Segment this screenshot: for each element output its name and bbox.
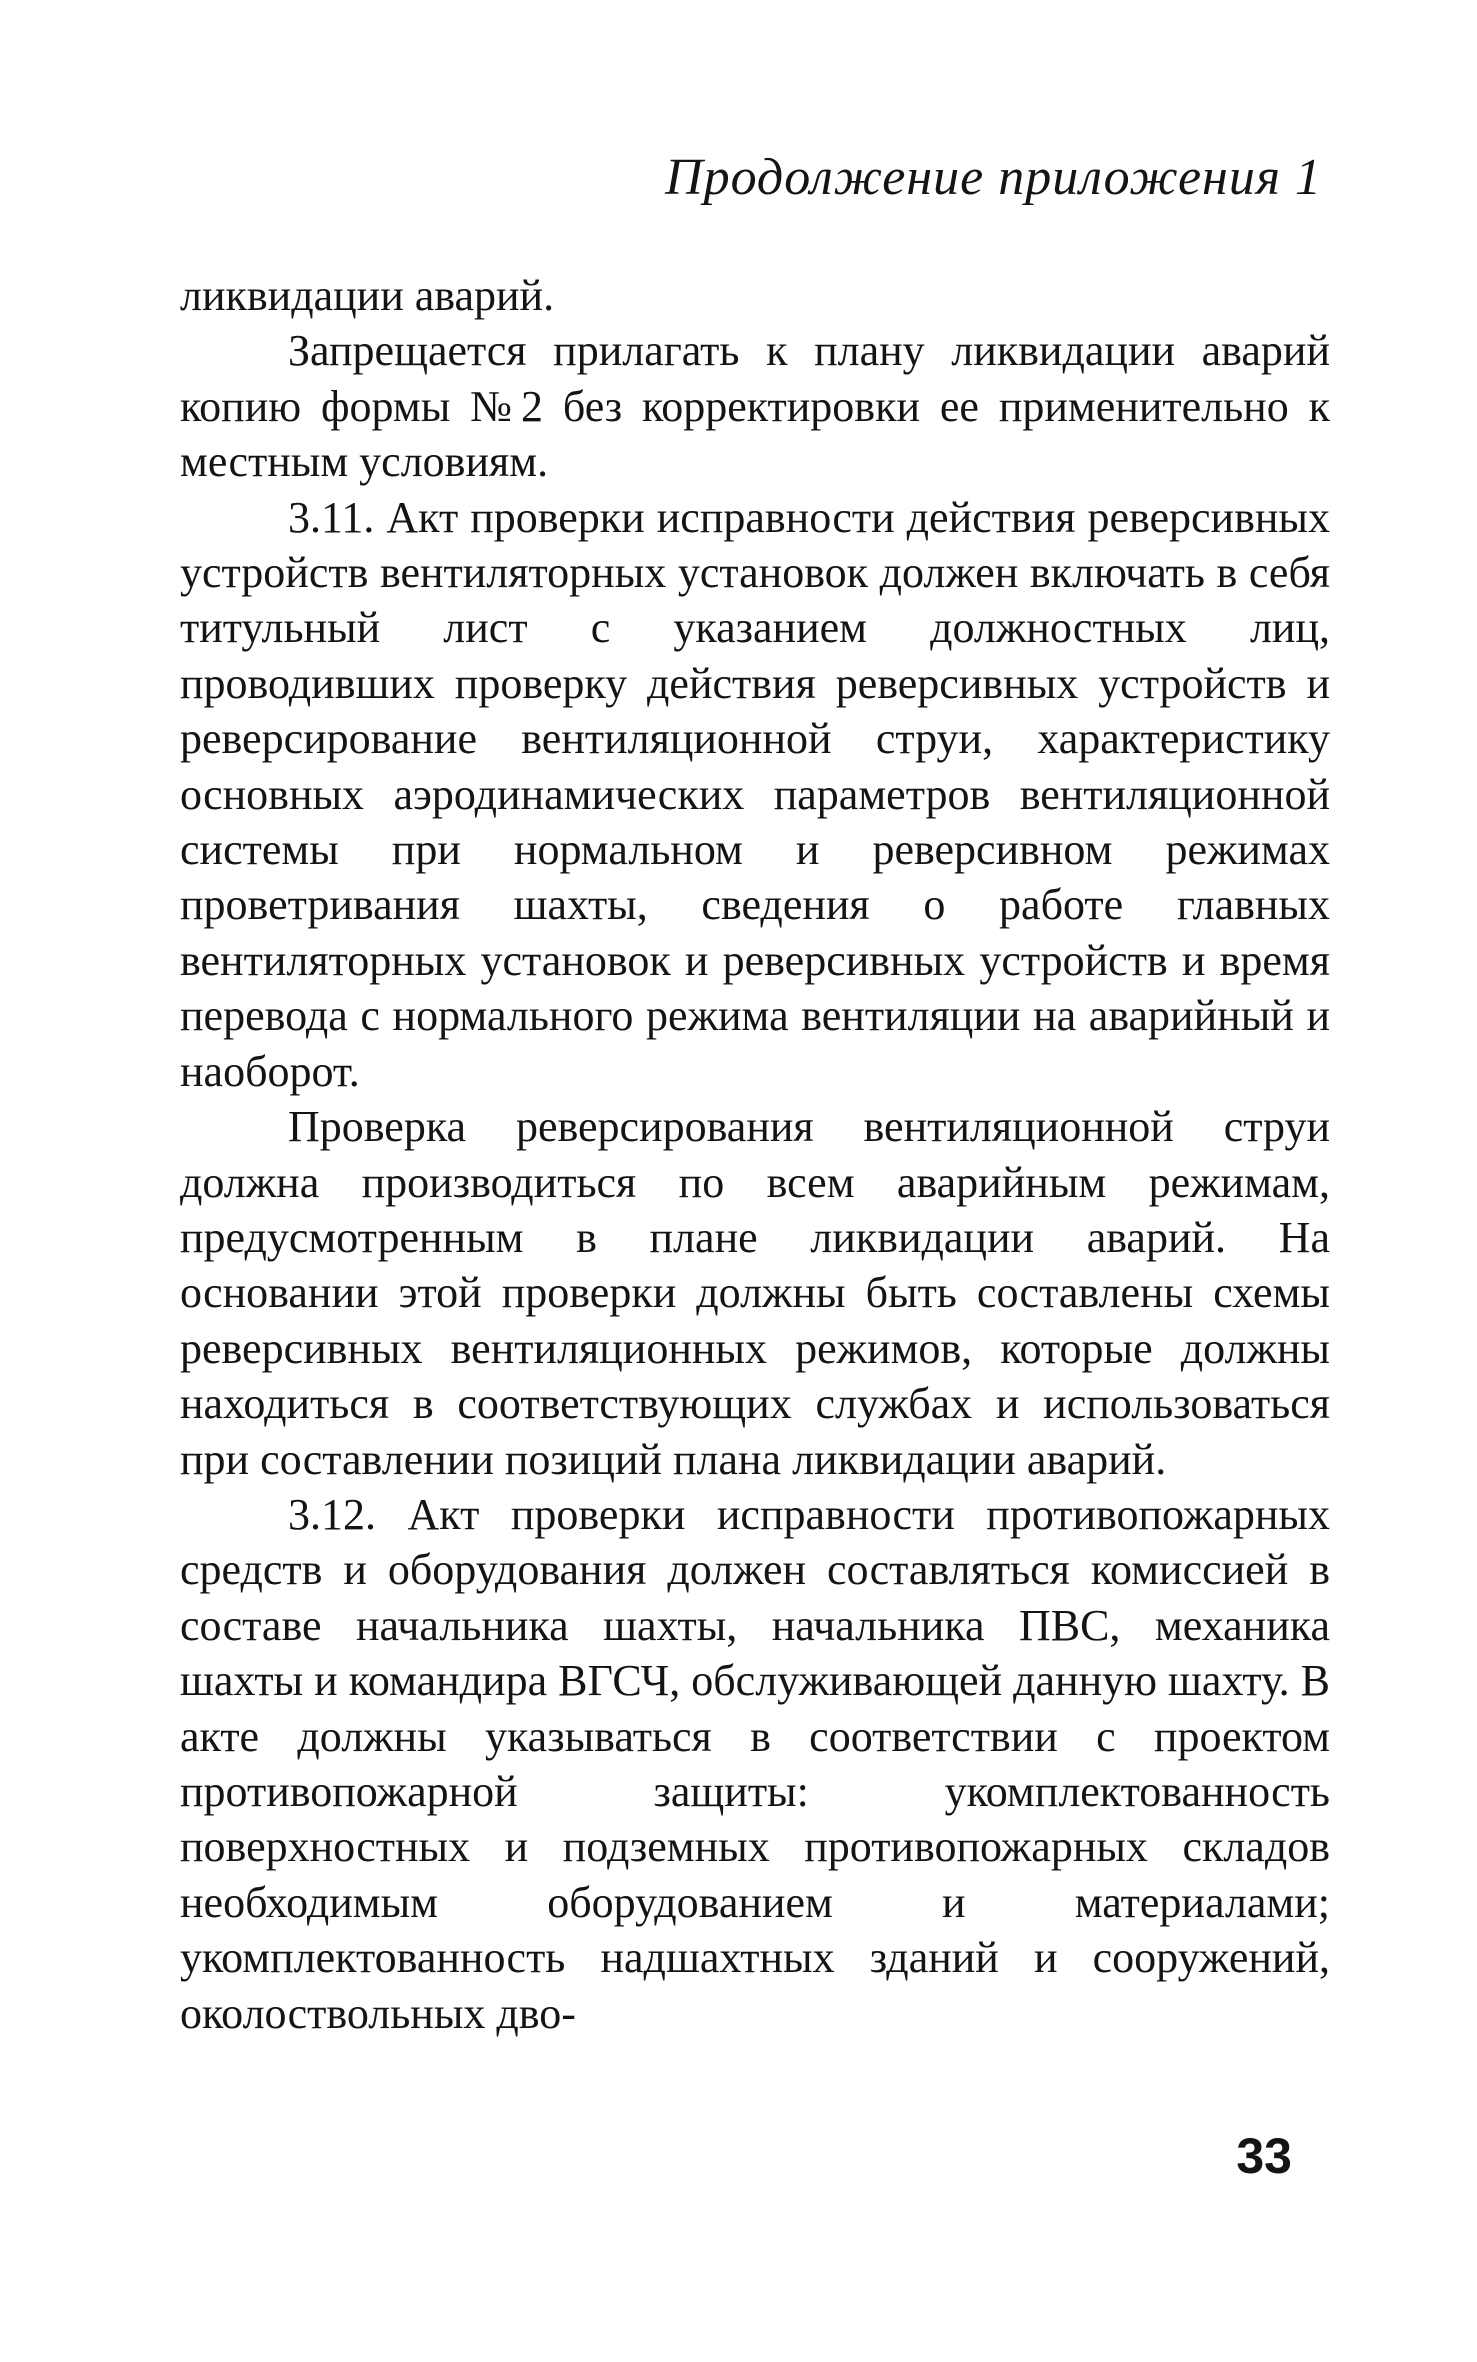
paragraph-reversal-check: Проверка реверсирования вентиляционной струи должна производиться по всем аварийным режимам, предусмотренным в плане ликвидации аварий. На основании этой проверки должны быть составлены схемы реверсивных вентиляционных режимов, которые должны находиться в соответствующих службах и использоваться при составлении позиций плана ликвидации аварий. [180,1102,1330,1484]
paragraph-3-11: 3.11. Акт проверки исправности действия реверсивных устройств вентиляторных установок должен включать в себя титульный лист с указанием должностных лиц, проводивших проверку действия реверсивных устройств и реверсирование вентиляционной струи, характеристику основных аэродинамических параметров вентиляционной системы при нормальном и реверсивном режимах проветривания шахты, сведения о работе главных вентиляторных установок и реверсивных устройств и время перевода с нормального режима вентиляции на аварийный и наоборот. [180,492,1330,1096]
paragraph-3-12: 3.12. Акт проверки исправности противопожарных средств и оборудования должен составляться комиссией в составе начальника шахты, начальника ПВС, механика шахты и командира ВГСЧ, обслуживающей данную шахту. В акте должны указываться в соответствии с проектом противопожарной защиты: укомплектованность поверхностных и подземных противопожарных складов необходимым оборудованием и материалами; укомплектованность надшахтных зданий и сооружений, околоствольных дво- [180,1489,1330,2038]
paragraph-continuation: ликвидации аварий. [180,271,555,320]
running-header: Продолжение приложения 1 [665,149,1322,206]
page-number: 33 [1236,2128,1292,2184]
paragraph-prohibition: Запрещается прилагать к плану ликвидации аварий копию формы №2 без корректировки ее применительно к местным условиям. [180,326,1330,487]
body-text [180,268,1330,2041]
